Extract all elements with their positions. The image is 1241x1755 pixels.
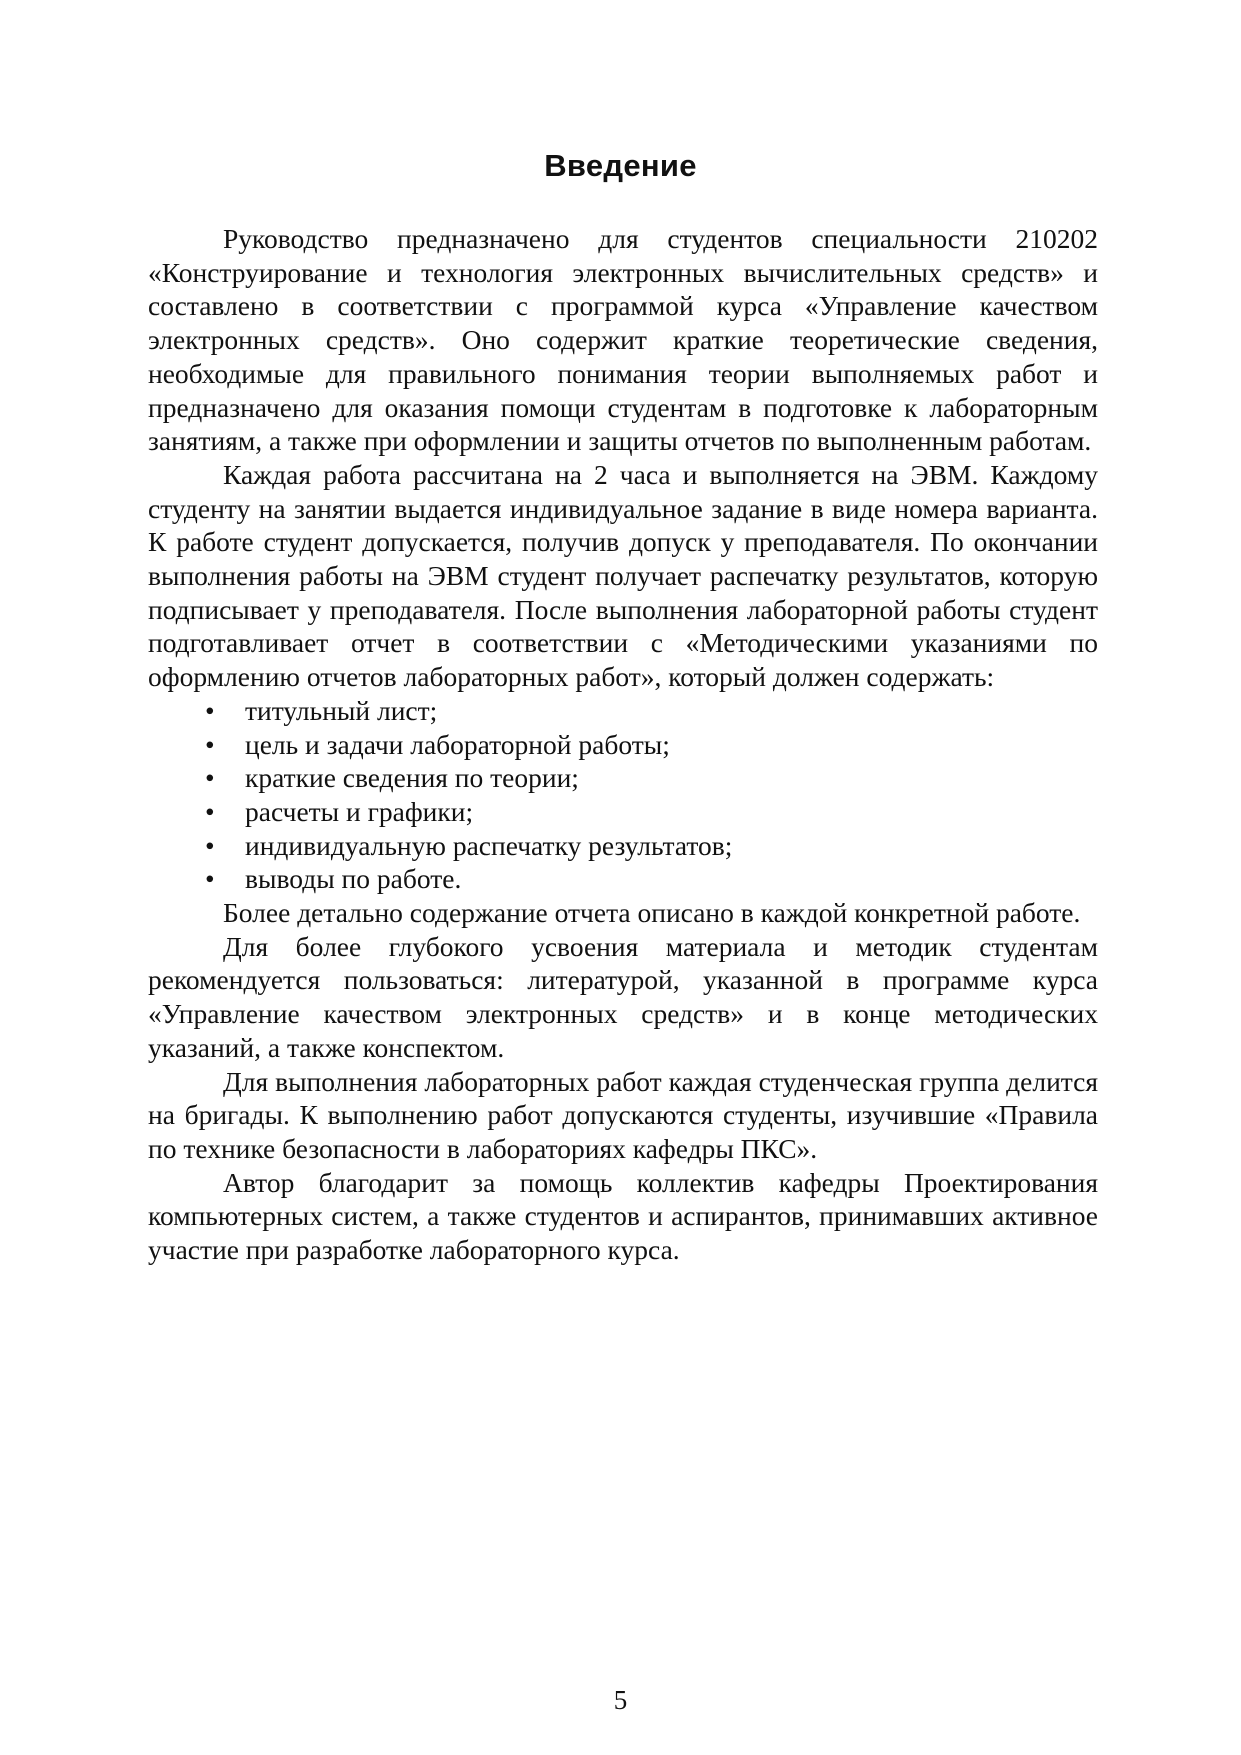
paragraph-work-description: Каждая работа рассчитана на 2 часа и выполняется на ЭВМ. Каждому студенту на занятии выдается индивидуальное задание в виде номера варианта. К работе студент допускается, получив допуск у преподавателя. По окончании выполнения работы на ЭВМ студент получает распечатку результатов, которую подписывает у преподавателя. После выполнения лабораторной работы студент подготавливает отчет в соответствии с «Методическими указаниями по оформлению отчетов лабораторных работ», который должен содержать: (148, 458, 1098, 693)
paragraph-acknowledgements: Автор благодарит за помощь коллектив кафедры Проектирования компьютерных систем, а также студентов и аспирантов, принимавших активное участие при разработке лабораторного курса. (148, 1166, 1098, 1266)
list-item-text: краткие сведения по теории; (245, 762, 579, 794)
paragraph-brigades: Для выполнения лабораторных работ каждая студенческая группа делится на бригады. К выполнению работ допускаются студенты, изучившие «Правила по технике безопасности в лабораториях кафедры ПКС». (148, 1065, 1098, 1164)
bullet-icon: • (205, 762, 215, 794)
list-item-text: расчеты и графики; (245, 795, 474, 827)
list-item-text: выводы по работе. (245, 863, 462, 895)
paragraph-purpose: Руководство предназначено для студентов специальности 210202 «Конструирование и технология электронных вычислительных средств» и составлено в соответствии с программой курса «Управление качеством электронных средств». Оно содержит краткие теоретические сведения, необходимые для правильного понимания теории выполняемых работ и предназначено для оказания помощи студентам в подготовке к лабораторным занятиям, а также при оформлении и защиты отчетов по выполненным работам. (148, 223, 1098, 457)
report-contents-list (148, 694, 1098, 896)
list-item-text: индивидуальную распечатку результатов; (245, 829, 733, 861)
paragraph-literature: Для более глубокого усвоения материала и методик студентам рекомендуется пользоваться: литературой, указанной в программе курса «Управление качеством электронных средств» и в конце методических указаний, а также конспектом. (148, 930, 1098, 1063)
list-item-text: титульный лист; (245, 694, 438, 726)
list-item (148, 862, 1098, 896)
list-item (148, 761, 1098, 795)
list-item (148, 728, 1098, 762)
paragraph-report-details: Более детально содержание отчета описано в каждой конкретной работе. (223, 897, 1081, 929)
list-item (148, 829, 1098, 863)
page-number: 5 (613, 1685, 628, 1715)
bullet-icon: • (205, 694, 215, 726)
document-body (148, 222, 1098, 1267)
bullet-icon: • (205, 795, 215, 827)
list-item-text: цель и задачи лабораторной работы; (245, 728, 670, 760)
list-item (148, 795, 1098, 829)
bullet-icon: • (205, 863, 215, 895)
list-item (148, 694, 1098, 728)
page-title: Введение (544, 148, 697, 183)
bullet-icon: • (205, 728, 215, 760)
bullet-icon: • (205, 829, 215, 861)
